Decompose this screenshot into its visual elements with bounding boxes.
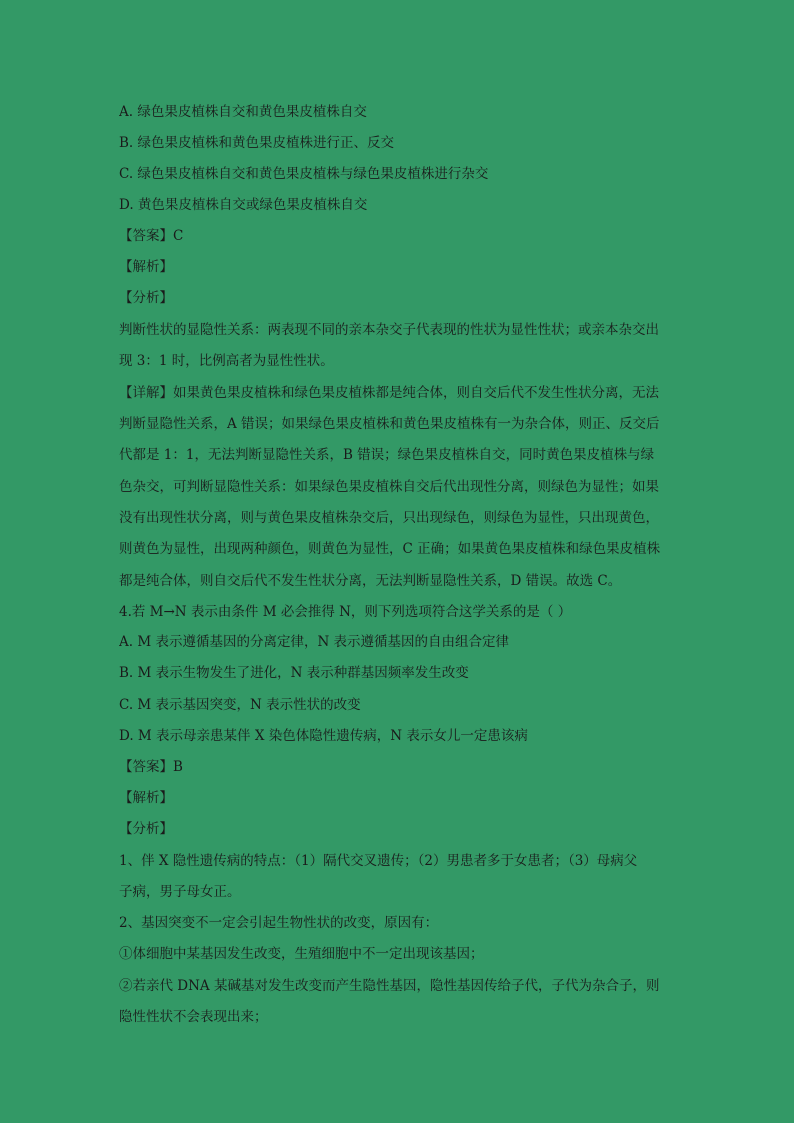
question-4-stem: 4.若 M→N 表示由条件 M 必会推得 N，则下列选项符合这学关系的是（ ）: [119, 604, 572, 620]
detail-text-line: 则黄色为显性，出现两种颜色，则黄色为显性，C 正确；如果黄色果皮植株和绿色果皮植株: [119, 541, 661, 557]
analysis-heading-q4: 【解析】: [119, 790, 173, 806]
analysis-text-line: 隐性性状不会表现出来；: [119, 1009, 268, 1025]
analysis-text-line: 判断性状的显隐性关系：两表现不同的亲本杂交子代表现的性状为显性性状；或亲本杂交出: [119, 322, 659, 338]
answer-q3: 【答案】C: [119, 228, 184, 244]
detail-text-line: 【详解】如果黄色果皮植株和绿色果皮植株都是纯合体，则自交后代不发生性状分离，无法: [119, 385, 659, 401]
option-d-q4: D. M 表示母亲患某伴 X 染色体隐性遗传病，N 表示女儿一定患该病: [119, 728, 528, 744]
option-d-q3: D. 黄色果皮植株自交或绿色果皮植株自交: [119, 197, 368, 213]
analysis-text-line: 子病，男子母女正。: [119, 884, 241, 900]
detail-text-line: 没有出现性状分离，则与黄色果皮植株杂交后，只出现绿色，则绿色为显性，只出现黄色，: [119, 510, 659, 526]
option-a-q4: A. M 表示遵循基因的分离定律，N 表示遵循基因的自由组合定律: [119, 634, 510, 650]
analysis-text-line: 现 3：1 时，比例高者为显性性状。: [119, 353, 334, 369]
detail-text-line: 色杂交，可判断显隐性关系：如果绿色果皮植株自交后代出现性分离，则绿色为显性；如果: [119, 479, 659, 495]
detail-text-line: 判断显隐性关系，A 错误；如果绿色果皮植株和黄色果皮植株有一为杂合体，则正、反交后: [119, 416, 660, 432]
analysis-text-line: ①体细胞中某基因发生改变，生殖细胞中不一定出现该基因；: [119, 946, 484, 962]
detail-text-line: 都是纯合体，则自交后代不发生性状分离，无法判断显隐性关系，D 错误。故选 C。: [119, 573, 622, 589]
analysis-text-line: 1、伴 X 隐性遗传病的特点：（1）隔代交叉遗传；（2）男患者多于女患者；（3）母病父: [119, 853, 638, 869]
detail-text-line: 代都是 1：1，无法判断显隐性关系，B 错误；绿色果皮植株自交，同时黄色果皮植株与绿: [119, 447, 655, 463]
option-c-q4: C. M 表示基因突变，N 表示性状的改变: [119, 697, 361, 713]
analysis-heading-q3: 【解析】: [119, 259, 173, 275]
analyze-heading-q3: 【分析】: [119, 290, 173, 306]
option-c-q3: C. 绿色果皮植株自交和黄色果皮植株与绿色果皮植株进行杂交: [119, 166, 489, 182]
option-b-q3: B. 绿色果皮植株和黄色果皮植株进行正、反交: [119, 135, 395, 151]
answer-q4: 【答案】B: [119, 759, 183, 775]
option-b-q4: B. M 表示生物发生了进化，N 表示种群基因频率发生改变: [119, 665, 469, 681]
analyze-heading-q4: 【分析】: [119, 821, 173, 837]
analysis-text-line: ②若亲代 DNA 某碱基对发生改变而产生隐性基因，隐性基因传给子代，子代为杂合子，则: [119, 978, 660, 994]
option-a-q3: A. 绿色果皮植株自交和黄色果皮植株自交: [119, 104, 367, 120]
analysis-text-line: 2、基因突变不一定会引起生物性状的改变，原因有：: [119, 915, 439, 931]
